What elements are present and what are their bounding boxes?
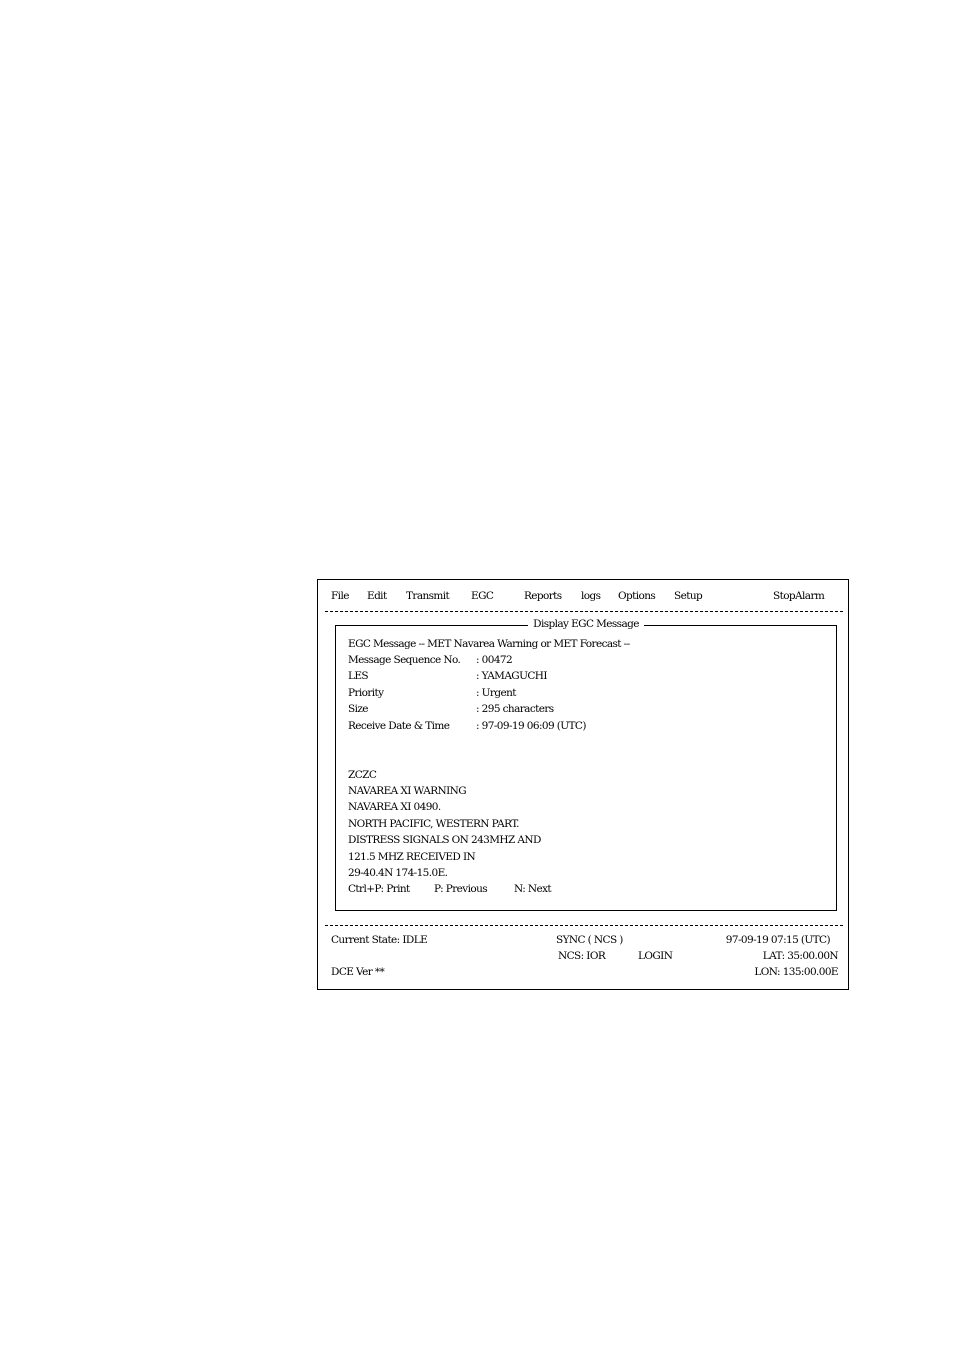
longitude: LON: 135:00.00E xyxy=(754,966,838,978)
field-label-priority: Priority xyxy=(348,687,384,699)
dce-version: DCE Ver ** xyxy=(331,966,385,978)
field-value-priority: : Urgent xyxy=(476,687,516,699)
menu-bar xyxy=(331,590,836,606)
message-line: NAVAREA XI WARNING xyxy=(348,785,467,797)
field-value-receive-date: : 97-09-19 06:09 (UTC) xyxy=(476,720,586,732)
field-value-sequence: : 00472 xyxy=(476,654,513,666)
egc-message-header: EGC Message -- MET Navarea Warning or MET Forecast -- xyxy=(348,638,630,650)
message-line: ZCZC xyxy=(348,769,377,781)
menu-reports[interactable]: Reports xyxy=(524,590,562,602)
latitude: LAT: 35:00.00N xyxy=(762,950,838,962)
message-line: 29-40.4N 174-15.0E. xyxy=(348,867,448,879)
message-line: NAVAREA XI 0490. xyxy=(348,801,441,813)
display-egc-message-dialog xyxy=(335,618,837,911)
dialog-title: Display EGC Message xyxy=(336,618,836,632)
terminal-screen xyxy=(317,579,849,990)
menu-setup[interactable]: Setup xyxy=(674,590,703,602)
menu-divider xyxy=(325,611,843,612)
menu-stop-alarm[interactable]: StopAlarm xyxy=(773,590,825,602)
menu-logs[interactable]: logs xyxy=(581,590,601,602)
message-line: NORTH PACIFIC, WESTERN PART. xyxy=(348,818,519,830)
menu-options[interactable]: Options xyxy=(618,590,656,602)
menu-egc[interactable]: EGC xyxy=(471,590,494,602)
ncs-status: NCS: IOR xyxy=(558,950,606,962)
login-status: LOGIN xyxy=(638,950,673,962)
menu-transmit[interactable]: Transmit xyxy=(406,590,450,602)
status-datetime: 97-09-19 07:15 (UTC) xyxy=(725,934,830,946)
current-state: Current State: IDLE xyxy=(331,934,428,946)
key-next[interactable]: N: Next xyxy=(514,883,552,895)
field-label-size: Size xyxy=(348,703,368,715)
key-previous[interactable]: P: Previous xyxy=(434,883,488,895)
sync-status: SYNC ( NCS ) xyxy=(556,934,623,946)
field-value-size: : 295 characters xyxy=(476,703,554,715)
field-value-les: : YAMAGUCHI xyxy=(476,670,547,682)
status-divider xyxy=(325,925,843,926)
message-line: 121.5 MHZ RECEIVED IN xyxy=(348,851,476,863)
message-line: DISTRESS SIGNALS ON 243MHZ AND xyxy=(348,834,541,846)
field-label-receive-date: Receive Date & Time xyxy=(348,720,450,732)
menu-edit[interactable]: Edit xyxy=(367,590,387,602)
key-print[interactable]: Ctrl+P: Print xyxy=(348,883,410,895)
field-label-les: LES xyxy=(348,670,369,682)
field-label-sequence: Message Sequence No. xyxy=(348,654,461,666)
menu-file[interactable]: File xyxy=(331,590,349,602)
